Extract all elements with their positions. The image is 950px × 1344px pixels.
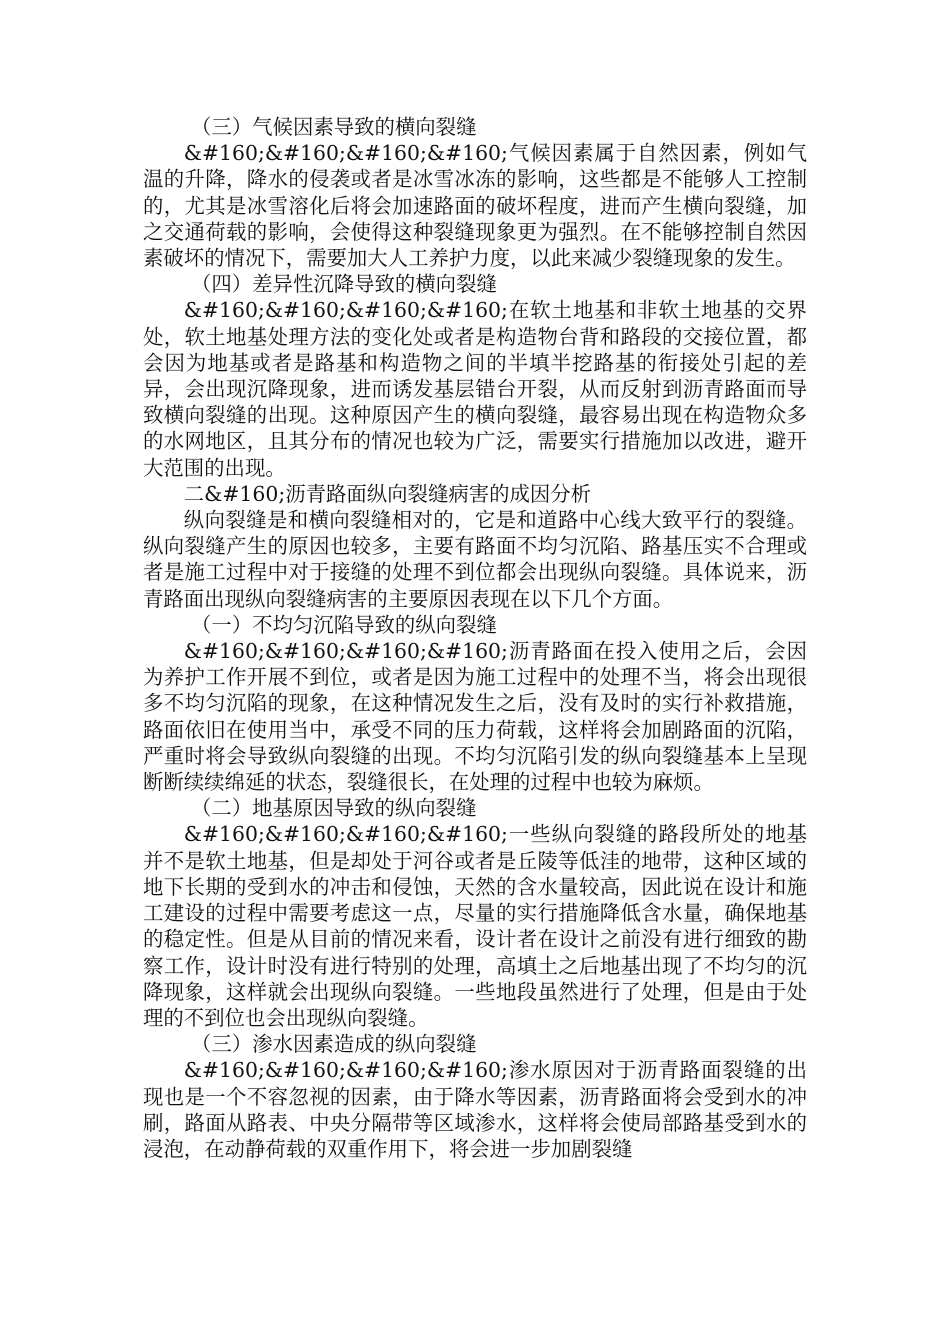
document-body (143, 114, 807, 1162)
paragraph-climate-factors: &#160;&#160;&#160;&#160;气候因素属于自然因素，例如气温的升降，降水的侵袭或者是冰雪冰冻的影响，这些都是不能够人工控制的，尤其是冰雪溶化后将会加速路面的破坏程度，进而产生横向裂缝，加之交通荷载的影响，会使得这种裂缝现象更为强烈。在不能够控制自然因素破坏的情况下，需要加大人工养护力度，以此来减少裂缝现象的发生。 (143, 141, 807, 271)
paragraph-foundation-causes: &#160;&#160;&#160;&#160;一些纵向裂缝的路段所处的地基并不是软土地基，但是却处于河谷或者是丘陵等低洼的地带，这种区域的地下长期的受到水的冲击和侵蚀，天然的含水量较高，因此说在设计和施工建设的过程中需要考虑这一点，尽量的实行措施降低含水量，确保地基的稳定性。但是从目前的情况来看，设计者在设计之前没有进行细致的勘察工作，设计时没有进行特别的处理，高填土之后地基出现了不均匀的沉降现象，这样就会出现纵向裂缝。一些地段虽然进行了处理，但是由于处理的不到位也会出现纵向裂缝。 (143, 822, 807, 1030)
subheading-uneven-subsidence: （一）不均匀沉陷导致的纵向裂缝 (191, 612, 497, 637)
subheading-foundation-causes: （二）地基原因导致的纵向裂缝 (191, 796, 477, 821)
subheading-differential-settlement: （四）差异性沉降导致的横向裂缝 (191, 272, 497, 297)
subheading-water-seepage: （三）渗水因素造成的纵向裂缝 (191, 1032, 477, 1057)
section-heading-longitudinal-cracks: 二&#160;沥青路面纵向裂缝病害的成因分析 (183, 481, 592, 506)
subheading-climate-transverse-cracks: （三）气候因素导致的横向裂缝 (191, 115, 477, 139)
paragraph-water-seepage: &#160;&#160;&#160;&#160;渗水原因对于沥青路面裂缝的出现也是一个不容忽视的因素，由于降水等因素，沥青路面将会受到水的冲刷，路面从路表、中央分隔带等区域渗水，这样将会使局部路基受到水的浸泡，在动静荷载的双重作用下，将会进一步加剧裂缝 (143, 1058, 807, 1161)
paragraph-longitudinal-intro: 纵向裂缝是和横向裂缝相对的，它是和道路中心线大致平行的裂缝。纵向裂缝产生的原因也较多，主要有路面不均匀沉陷、路基压实不合理或者是施工过程中对于接缝的处理不到位都会出现纵向裂缝。具体说来，沥青路面出现纵向裂缝病害的主要原因表现在以下几个方面。 (143, 508, 807, 611)
paragraph-differential-settlement: &#160;&#160;&#160;&#160;在软土地基和非软土地基的交界处，软土地基处理方法的变化处或者是构造物台背和路段的交接位置，都会因为地基或者是路基和构造物之间的半填半挖路基的衔接处引起的差异，会出现沉降现象，进而诱发基层错台开裂，从而反射到沥青路面而导致横向裂缝的出现。这种原因产生的横向裂缝，最容易出现在构造物众多的水网地区，且其分布的情况也较为广泛，需要实行措施加以改进，避开大范围的出现。 (143, 298, 807, 480)
paragraph-uneven-subsidence: &#160;&#160;&#160;&#160;沥青路面在投入使用之后，会因为养护工作开展不到位，或者是因为施工过程中的处理不当，将会出现很多不均匀沉陷的现象，在这种情况发生之后，没有及时的实行补救措施，路面依旧在使用当中，承受不同的压力荷载，这样将会加剧路面的沉陷，严重时将会导致纵向裂缝的出现。不均匀沉陷引发的纵向裂缝基本上呈现断断续续绵延的状态，裂缝很长，在处理的过程中也较为麻烦。 (143, 639, 807, 795)
